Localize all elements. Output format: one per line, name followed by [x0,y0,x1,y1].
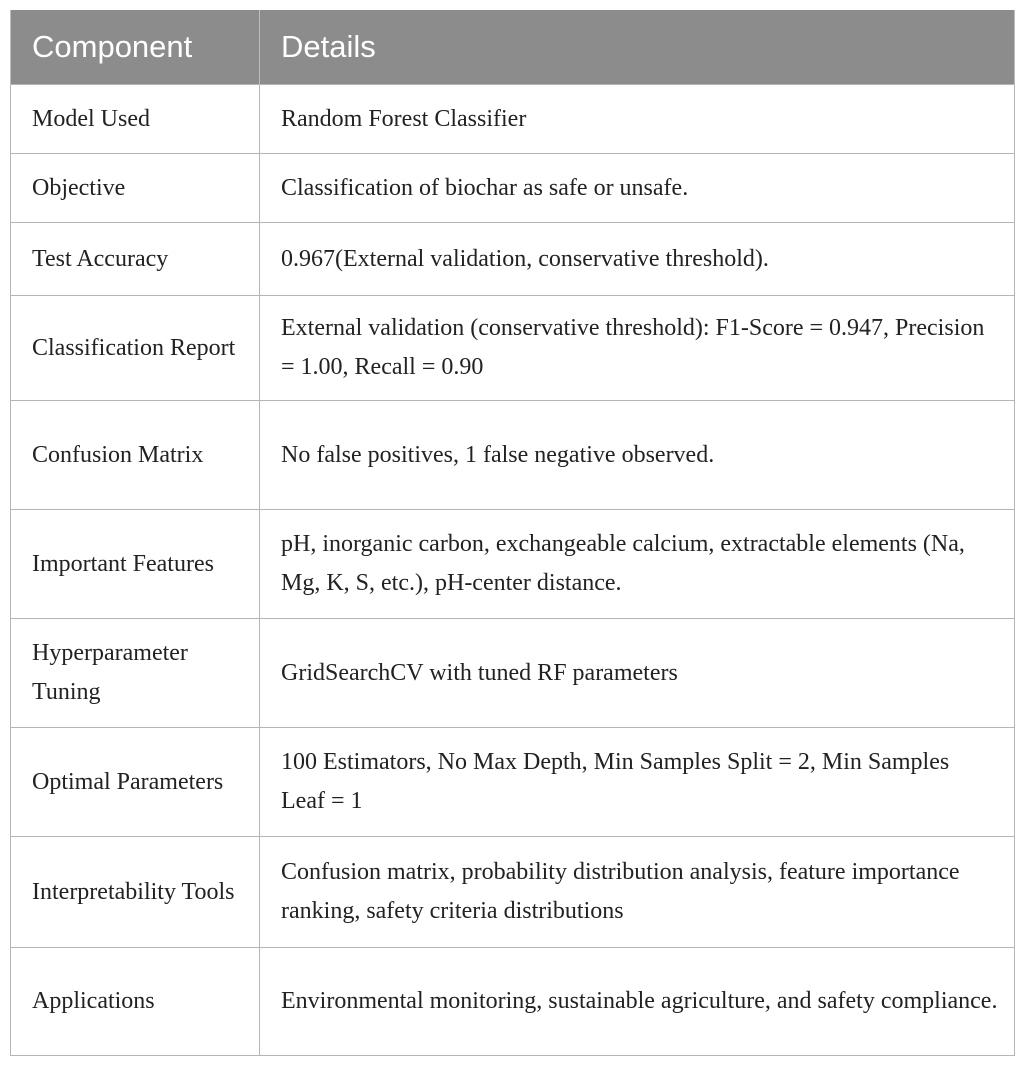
row-details: GridSearchCV with tuned RF parameters [260,619,1015,728]
row-component: Interpretability Tools [11,837,260,948]
header-component: Component [11,10,260,85]
row-details: External validation (conservative threshold): F1-Score = 0.947, Precision = 1.00, Recall = 0.90 [260,296,1015,401]
table-row [11,837,1015,948]
table-row [11,223,1015,296]
row-component: Applications [11,948,260,1056]
row-component: Confusion Matrix [11,401,260,510]
row-component: Test Accuracy [11,223,260,296]
header-details: Details [260,10,1015,85]
row-details: Classification of biochar as safe or unsafe. [260,154,1015,223]
row-component: Optimal Parameters [11,728,260,837]
row-details: Confusion matrix, probability distribution analysis, feature importance ranking, safety criteria distributions [260,837,1015,948]
model-summary-table [10,10,1015,1056]
model-summary-table-container [10,10,1014,1056]
table-row [11,401,1015,510]
table-row [11,510,1015,619]
table-row [11,154,1015,223]
row-details: 0.967(External validation, conservative threshold). [260,223,1015,296]
table-row [11,728,1015,837]
table-row [11,296,1015,401]
row-details: Environmental monitoring, sustainable agriculture, and safety compliance. [260,948,1015,1056]
row-component: Classification Report [11,296,260,401]
table-row [11,619,1015,728]
row-details: pH, inorganic carbon, exchangeable calcium, extractable elements (Na, Mg, K, S, etc.), pH-center distance. [260,510,1015,619]
table-row [11,948,1015,1056]
row-component: Important Features [11,510,260,619]
row-details: Random Forest Classifier [260,85,1015,154]
row-details: 100 Estimators, No Max Depth, Min Samples Split = 2, Min Samples Leaf = 1 [260,728,1015,837]
table-row [11,85,1015,154]
row-component: Model Used [11,85,260,154]
row-details: No false positives, 1 false negative observed. [260,401,1015,510]
table-header-row [11,10,1015,85]
row-component: Objective [11,154,260,223]
row-component: Hyperparameter Tuning [11,619,260,728]
